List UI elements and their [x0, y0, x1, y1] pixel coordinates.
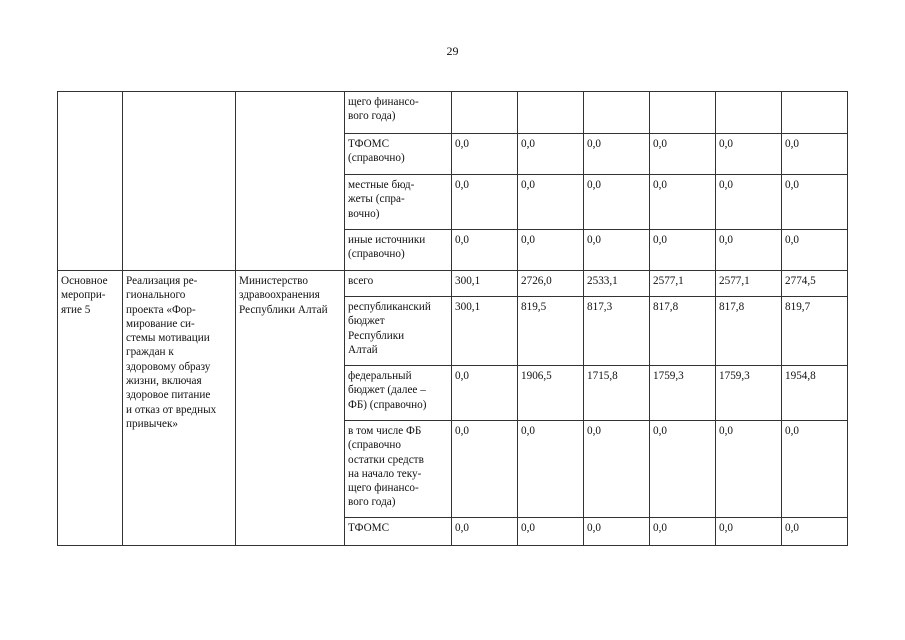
value-cell: 0,0 — [584, 230, 650, 271]
source-cell: в том числе ФБ (справочно остатки средств на начало теку- щего финансо- вого года) — [345, 421, 452, 518]
value-cell: 1759,3 — [650, 366, 716, 421]
value-cell: 2726,0 — [518, 271, 584, 297]
value-cell: 0,0 — [716, 518, 782, 546]
value-cell: 0,0 — [452, 421, 518, 518]
value-cell: 1715,8 — [584, 366, 650, 421]
value-cell: 0,0 — [584, 175, 650, 230]
value-cell: 1954,8 — [782, 366, 848, 421]
value-cell: 0,0 — [584, 134, 650, 175]
value-cell: 2533,1 — [584, 271, 650, 297]
value-cell: 0,0 — [518, 175, 584, 230]
value-cell: 819,7 — [782, 297, 848, 366]
value-cell: 0,0 — [782, 134, 848, 175]
value-cell: 0,0 — [518, 134, 584, 175]
executor-cell: Министерство здравоохранения Республики Алтай — [236, 271, 345, 546]
source-cell: ТФОМС (справочно) — [345, 134, 452, 175]
source-cell: ТФОМС — [345, 518, 452, 546]
value-cell: 0,0 — [716, 230, 782, 271]
source-cell: федеральный бюджет (далее – ФБ) (справочно) — [345, 366, 452, 421]
value-cell: 0,0 — [782, 230, 848, 271]
value-cell — [518, 92, 584, 134]
value-cell — [650, 92, 716, 134]
value-cell: 300,1 — [452, 297, 518, 366]
value-cell: 0,0 — [716, 134, 782, 175]
value-cell: 2577,1 — [650, 271, 716, 297]
source-cell: всего — [345, 271, 452, 297]
empty-cell — [58, 92, 123, 271]
value-cell: 1759,3 — [716, 366, 782, 421]
value-cell: 0,0 — [650, 230, 716, 271]
source-cell: щего финансо- вого года) — [345, 92, 452, 134]
value-cell — [452, 92, 518, 134]
value-cell — [782, 92, 848, 134]
value-cell: 0,0 — [518, 518, 584, 546]
source-cell: иные источники (справочно) — [345, 230, 452, 271]
value-cell: 0,0 — [650, 518, 716, 546]
measure-name-cell: Основное меропри- ятие 5 — [58, 271, 123, 546]
value-cell: 2774,5 — [782, 271, 848, 297]
value-cell: 0,0 — [584, 421, 650, 518]
value-cell — [584, 92, 650, 134]
source-cell: республиканский бюджет Республики Алтай — [345, 297, 452, 366]
value-cell: 0,0 — [584, 518, 650, 546]
value-cell: 0,0 — [452, 175, 518, 230]
value-cell: 0,0 — [716, 421, 782, 518]
value-cell: 0,0 — [452, 518, 518, 546]
measure-description-cell: Реализация ре- гионального проекта «Фор- мирование си- стемы мотивации граждан к здоровому образу жизни, включая здоровое питание и отказ от вредных привычек» — [123, 271, 236, 546]
source-cell: местные бюд- жеты (спра- вочно) — [345, 175, 452, 230]
value-cell: 819,5 — [518, 297, 584, 366]
empty-cell — [123, 92, 236, 271]
budget-table — [57, 91, 848, 546]
value-cell: 1906,5 — [518, 366, 584, 421]
value-cell — [716, 92, 782, 134]
value-cell: 0,0 — [452, 134, 518, 175]
value-cell: 0,0 — [452, 366, 518, 421]
value-cell: 0,0 — [518, 421, 584, 518]
value-cell: 0,0 — [782, 518, 848, 546]
value-cell: 0,0 — [452, 230, 518, 271]
empty-cell — [236, 92, 345, 271]
page-number: 29 — [446, 44, 459, 58]
table-row — [58, 92, 848, 134]
value-cell: 0,0 — [782, 175, 848, 230]
value-cell: 817,3 — [584, 297, 650, 366]
value-cell: 0,0 — [650, 175, 716, 230]
value-cell: 0,0 — [650, 421, 716, 518]
value-cell: 817,8 — [716, 297, 782, 366]
table-row — [58, 271, 848, 297]
value-cell: 300,1 — [452, 271, 518, 297]
value-cell: 0,0 — [650, 134, 716, 175]
value-cell: 817,8 — [650, 297, 716, 366]
value-cell: 0,0 — [782, 421, 848, 518]
value-cell: 0,0 — [518, 230, 584, 271]
value-cell: 0,0 — [716, 175, 782, 230]
value-cell: 2577,1 — [716, 271, 782, 297]
table-body — [58, 92, 848, 546]
